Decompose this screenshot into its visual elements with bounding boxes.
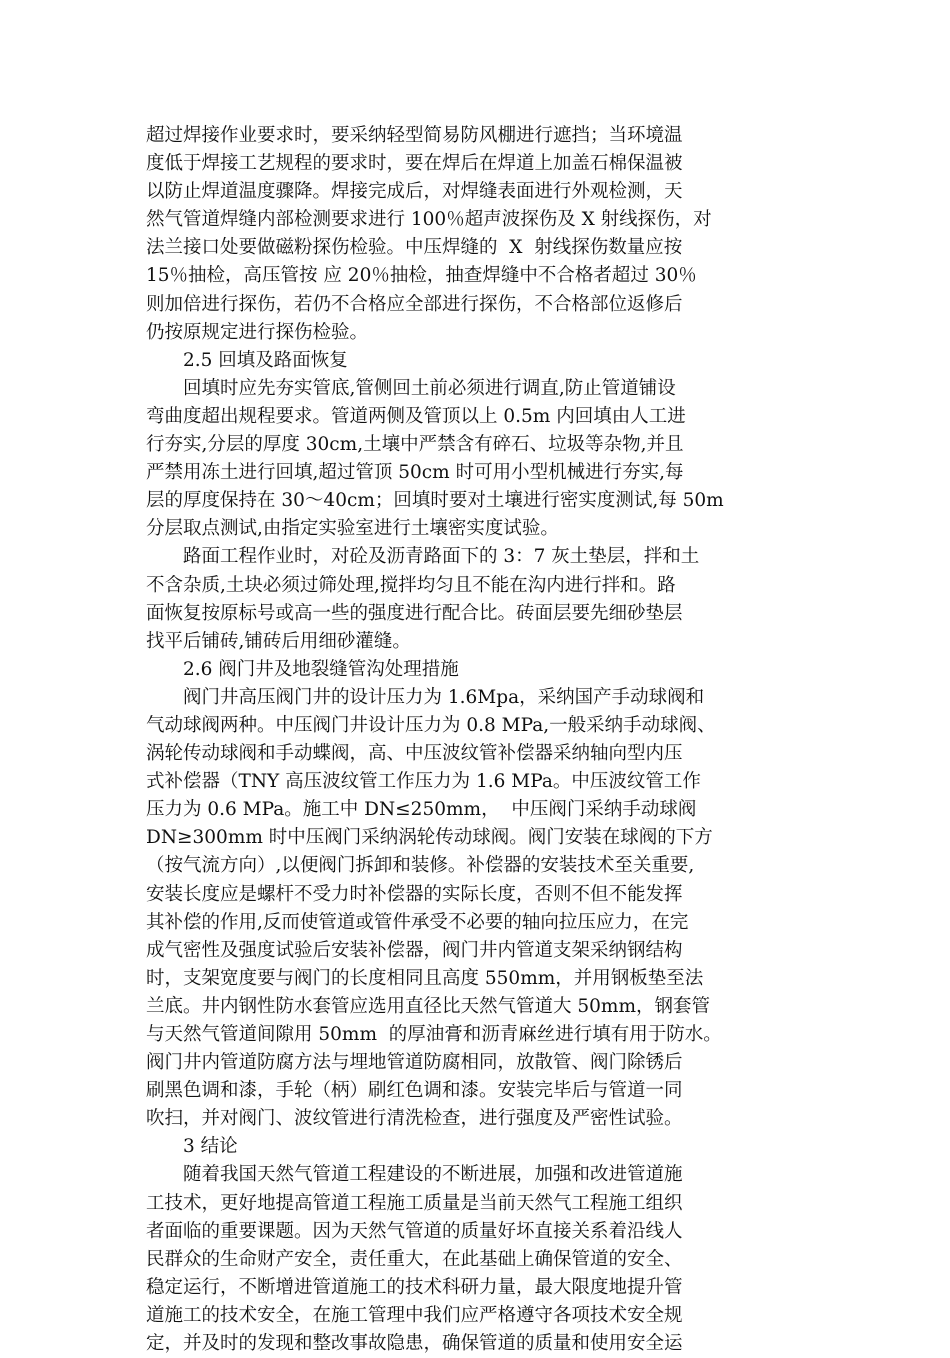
text-line: 气动球阀两种。中压阀门井设计压力为 0.8 MPa,一般采纳手动球阀、 <box>146 714 716 736</box>
text-line: 稳定运行，不断增进管道施工的技术科研力量，最大限度地提升管 <box>146 1276 683 1298</box>
text-line: 以防止焊道温度骤降。焊接完成后，对焊缝表面进行外观检测，天 <box>146 181 683 203</box>
text-line: 找平后铺砖,铺砖后用细砂灌缝。 <box>146 630 411 652</box>
text-line: 刷黑色调和漆，手轮（柄）刷红色调和漆。安装完毕后与管道一同 <box>146 1080 683 1102</box>
text-line: 与天然气管道间隙用 50mm 的厚油膏和沥青麻丝进行填有用于防水。 <box>146 1024 722 1045</box>
text-line: 随着我国天然气管道工程建设的不断进展，加强和改进管道施 <box>146 1164 683 1186</box>
text-line: 15％抽检，高压管按 应 20％抽检，抽查焊缝中不合格者超过 30％ <box>146 265 697 287</box>
text-line: 仍按原规定进行探伤检验。 <box>146 321 369 343</box>
text-line: 2.5 回填及路面恢复 <box>146 349 348 371</box>
text-line: 然气管道焊缝内部检测要求进行 100％超声波探伤及 X 射线探伤，对 <box>146 209 712 231</box>
text-line: 层的厚度保持在 30～40cm；回填时要对土壤进行密实度测试,每 50m <box>146 490 724 512</box>
text-line: 分层取点测试,由指定实验室进行土壤密实度试验。 <box>146 518 559 540</box>
text-line: 路面工程作业时，对砼及沥青路面下的 3：7 灰土垫层，拌和土 <box>146 546 700 568</box>
text-line: 2.6 阀门井及地裂缝管沟处理措施 <box>146 658 459 680</box>
text-line: 成气密性及强度试验后安装补偿器，阀门井内管道支架采纳钢结构 <box>146 939 683 961</box>
text-line: 者面临的重要课题。因为天然气管道的质量好坏直接关系着沿线人 <box>146 1220 683 1242</box>
text-line: 吹扫，并对阀门、波纹管进行清洗检查，进行强度及严密性试验。 <box>146 1108 683 1130</box>
text-line: 超过焊接作业要求时，要采纳轻型简易防风棚进行遮挡；当环境温 <box>146 125 683 146</box>
text-line: 安装长度应是螺杆不受力时补偿器的实际长度，否则不但不能发挥 <box>146 883 683 905</box>
text-line: 度低于焊接工艺规程的要求时，要在焊后在焊道上加盖石棉保温被 <box>146 153 683 175</box>
text-line: 阀门井内管道防腐方法与埋地管道防腐相同，放散管、阀门除锈后 <box>146 1052 683 1074</box>
text-line: 严禁用冻土进行回填,超过管顶 50cm 时可用小型机械进行夯实,每 <box>146 462 684 484</box>
body-text <box>146 122 806 1358</box>
text-line: DN≥300mm 时中压阀门采纳涡轮传动球阀。阀门安装在球阀的下方 <box>146 827 713 849</box>
text-line: （按气流方向）,以便阀门拆卸和装修。补偿器的安装技术至关重要, <box>146 855 695 877</box>
text-line: 道施工的技术安全，在施工管理中我们应严格遵守各项技术安全规 <box>146 1304 683 1326</box>
text-line: 回填时应先夯实管底,管侧回土前必须进行调直,防止管道铺设 <box>146 377 676 399</box>
text-line: 涡轮传动球阀和手动蝶阀，高、中压波纹管补偿器采纳轴向型内压 <box>146 743 683 765</box>
text-line: 3 结论 <box>146 1136 238 1158</box>
text-line: 不含杂质,土块必须过筛处理,搅拌均匀且不能在沟内进行拌和。路 <box>146 574 676 596</box>
text-line: 其补偿的作用,反而使管道或管件承受不必要的轴向拉压应力，在完 <box>146 911 689 933</box>
text-line: 则加倍进行探伤，若仍不合格应全部进行探伤，不合格部位返修后 <box>146 293 683 315</box>
text-line: 时，支架宽度要与阀门的长度相同且高度 550mm，并用钢板垫至法 <box>146 967 704 989</box>
text-line: 阀门井高压阀门井的设计压力为 1.6Mpa，采纳国产手动球阀和 <box>146 686 705 708</box>
text-line: 面恢复按原标号或高一些的强度进行配合比。砖面层要先细砂垫层 <box>146 602 683 624</box>
text-line: 法兰接口处要做磁粉探伤检验。中压焊缝的 X 射线探伤数量应按 <box>146 237 683 259</box>
text-line: 民群众的生命财产安全，责任重大，在此基础上确保管道的安全、 <box>146 1248 683 1270</box>
text-line: 兰底。井内钢性防水套管应选用直径比天然气管道大 50mm，钢套管 <box>146 995 711 1017</box>
text-line: 工技术，更好地提高管道工程施工质量是当前天然气工程施工组织 <box>146 1192 683 1214</box>
text-line: 压力为 0.6 MPa。施工中 DN≤250mm， 中压阀门采纳手动球阀 <box>146 799 697 821</box>
text-line: 式补偿器（TNY 高压波纹管工作压力为 1.6 MPa。中压波纹管工作 <box>146 771 701 793</box>
text-line: 行夯实,分层的厚度 30cm,土壤中严禁含有碎石、垃圾等杂物,并且 <box>146 434 684 456</box>
text-line: 定，并及时的发现和整改事故隐患，确保管道的质量和使用安全运 <box>146 1333 683 1355</box>
text-line: 弯曲度超出规程要求。管道两侧及管顶以上 0.5m 内回填由人工进 <box>146 405 686 427</box>
